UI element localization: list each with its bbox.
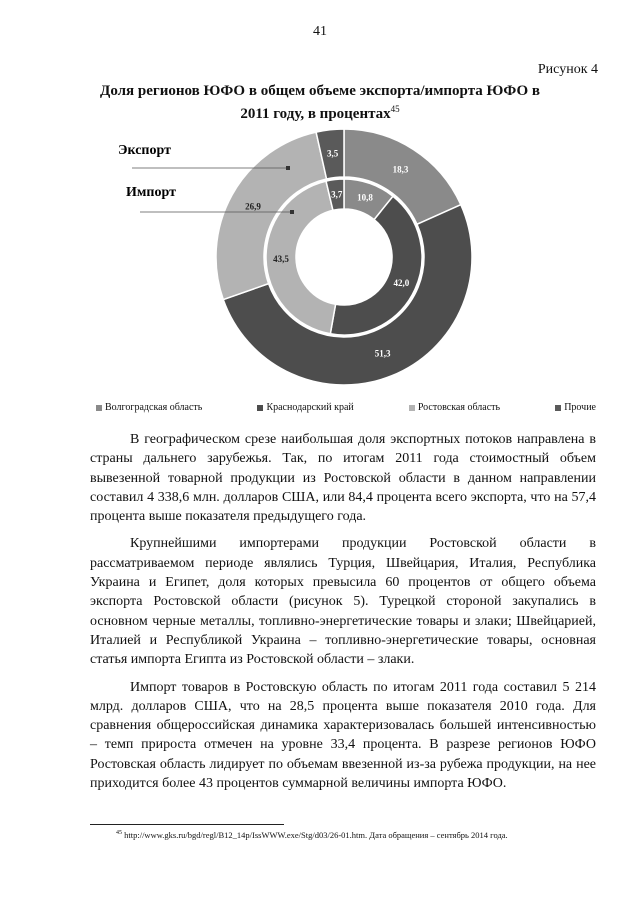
import-slice-label-volgograd: 10,8 — [357, 192, 373, 203]
legend-item-volgograd — [96, 402, 202, 413]
paragraph: Импорт товаров в Ростовскую область по итогам 2011 года составил 5 214 млрд. долларов США, что на 28,5 процента выше показателя 2010 года. Для сравнения общероссийская динамика характеризовалась большей интенсивностью – темп прироста отмечен на уровне 33,4 процента. В разрезе регионов ЮФО Ростовская область лидирует по объемам ввезенной из-за рубежа продукции, на нее приходится более 43 процентов суммарной величины импорта ЮФО. — [90, 679, 596, 792]
page-number: 41 — [313, 24, 327, 39]
legend-swatch — [409, 405, 415, 411]
footnote-text: http://www.gks.ru/bgd/regl/B12_14p/IssWWW.exe/Stg/d03/26-01.htm. Дата обращения – сентябрь 2014 года. — [124, 830, 508, 840]
legend-item-krasnodar — [257, 402, 353, 413]
legend-swatch — [96, 405, 102, 411]
import-slice-label-krasnodar: 42,0 — [393, 278, 410, 289]
legend-item-rostov — [409, 402, 500, 413]
export-leader-marker — [286, 166, 290, 170]
export-series-label: Экспорт — [118, 143, 171, 158]
legend-label: Прочие — [564, 402, 596, 413]
export-ring — [216, 129, 472, 385]
export-slice-label-krasnodar: 51,3 — [374, 348, 391, 359]
import-leader-marker — [290, 210, 294, 214]
chart-title-footnote-ref: 45 — [390, 104, 400, 114]
body-text — [90, 430, 596, 801]
donut-chart — [60, 120, 580, 400]
paragraph: Крупнейшими импортерами продукции Ростовской области в рассматриваемом периоде являлись Турция, Швейцария, Италия, Республика Украина и Египет, доля которых превысила 60 процентов от общего объема экспорта Ростовской области (рисунок 5). Турецкой стороной закупались в основном черные металлы, топливно-энергетические товары и злаки; Швейцарией, Италией и Республикой Украина – топливно-энергетические товары, основная статья импорта Египта из Ростовской области – злаки. — [90, 536, 596, 668]
footnote-divider — [90, 824, 284, 825]
chart-legend — [96, 402, 596, 413]
legend-swatch — [555, 405, 561, 411]
export-slice-label-other: 3,5 — [326, 148, 339, 159]
legend-label: Ростовская область — [417, 402, 501, 413]
import-slice-label-rostov: 43,5 — [273, 253, 289, 264]
export-slice-label-volgograd: 18,3 — [392, 164, 409, 175]
footnote-number: 45 — [116, 830, 122, 837]
import-series-label: Импорт — [126, 185, 176, 200]
export-slice-label-rostov: 26,9 — [245, 201, 261, 212]
figure-label: Рисунок 4 — [537, 62, 598, 77]
legend-swatch — [257, 405, 263, 411]
legend-item-other — [555, 402, 596, 413]
import-ring — [266, 179, 422, 335]
chart-title — [100, 82, 540, 123]
footnote — [116, 830, 596, 840]
chart-title-text: Доля регионов ЮФО в общем объеме экспорта/импорта ЮФО в 2011 году, в процентах — [100, 83, 540, 122]
legend-label: Волгоградская область — [105, 402, 203, 413]
import-slice-label-other: 3,7 — [331, 189, 343, 200]
legend-label: Краснодарский край — [266, 402, 354, 413]
paragraph: В географическом срезе наибольшая доля экспортных потоков направлена в страны дальнего зарубежья. Так, по итогам 2011 года стоимостный объем вывезенной товарной продукции из Ростовской области в данном направлении составил 4 338,6 млн. долларов США, или 84,4 процента всего экспорта, что на 57,4 процента выше показателя предыдущего года. — [90, 432, 596, 525]
